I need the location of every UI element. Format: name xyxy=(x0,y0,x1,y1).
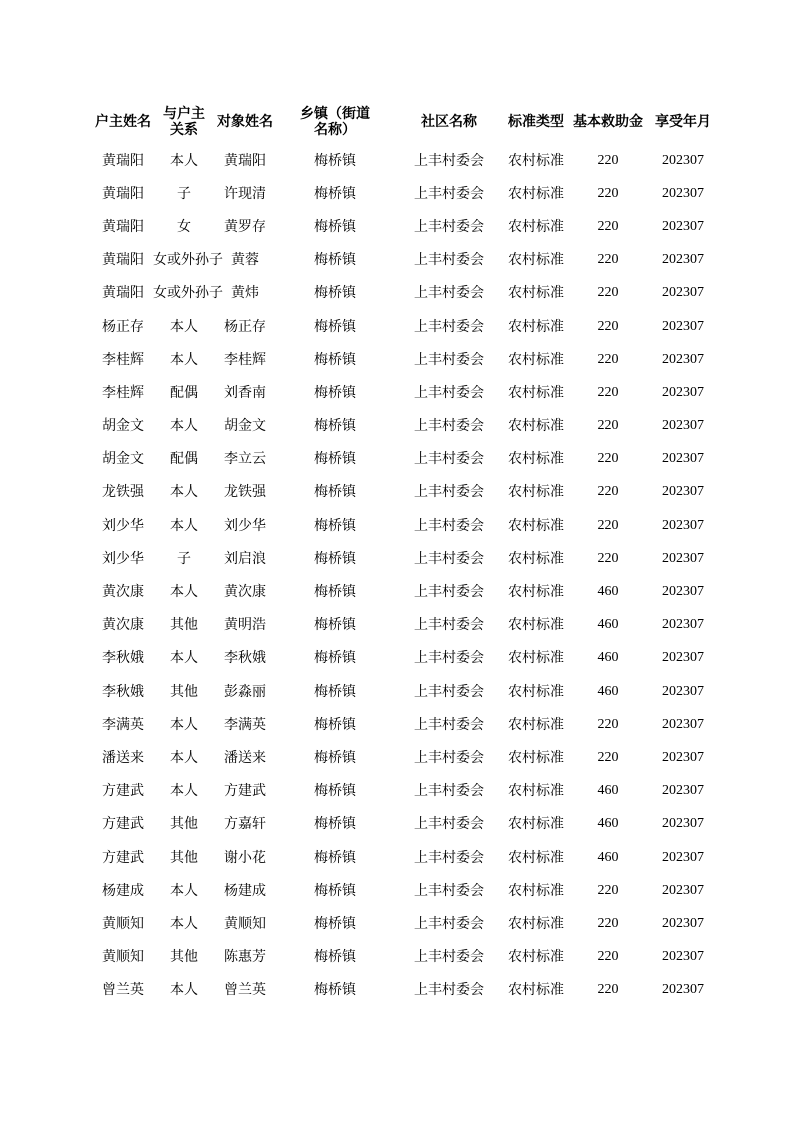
table-row xyxy=(93,343,719,376)
town-cell: 梅桥镇 xyxy=(314,418,356,435)
relationship-cell: 本人 xyxy=(170,716,198,733)
standard-type-cell: 农村标准 xyxy=(508,152,564,169)
householder-name-cell: 李秋娥 xyxy=(102,650,144,667)
town-cell: 梅桥镇 xyxy=(314,517,356,534)
relationship-cell: 其他 xyxy=(170,683,198,700)
recipient-name-cell: 刘启浪 xyxy=(224,550,266,567)
relationship-cell: 其他 xyxy=(170,617,198,634)
householder-name-cell: 李满英 xyxy=(102,716,144,733)
householder-name-cell: 黄顺知 xyxy=(102,949,144,966)
recipient-name-cell: 刘香南 xyxy=(224,384,266,401)
table-row xyxy=(93,609,719,642)
header-recipient-name: 对象姓名 xyxy=(217,114,273,130)
relationship-cell: 本人 xyxy=(170,318,198,335)
table-row xyxy=(93,907,719,940)
benefit-month-cell: 202307 xyxy=(662,451,704,467)
standard-type-cell: 农村标准 xyxy=(508,617,564,634)
assistance-roster-table xyxy=(93,100,719,1007)
standard-type-cell: 农村标准 xyxy=(508,218,564,235)
basic-allowance-cell: 220 xyxy=(597,982,619,998)
standard-type-cell: 农村标准 xyxy=(508,882,564,899)
basic-allowance-cell: 460 xyxy=(597,617,619,633)
standard-type-cell: 农村标准 xyxy=(508,783,564,800)
householder-name-cell: 杨建成 xyxy=(102,882,144,899)
community-cell: 上丰村委会 xyxy=(414,882,484,899)
relationship-cell: 本人 xyxy=(170,484,198,501)
standard-type-cell: 农村标准 xyxy=(508,749,564,766)
standard-type-cell: 农村标准 xyxy=(508,517,564,534)
benefit-month-cell: 202307 xyxy=(662,749,704,765)
town-cell: 梅桥镇 xyxy=(314,318,356,335)
benefit-month-cell: 202307 xyxy=(662,584,704,600)
standard-type-cell: 农村标准 xyxy=(508,351,564,368)
community-cell: 上丰村委会 xyxy=(414,584,484,601)
community-cell: 上丰村委会 xyxy=(414,351,484,368)
standard-type-cell: 农村标准 xyxy=(508,418,564,435)
recipient-name-cell: 刘少华 xyxy=(224,517,266,534)
table-row xyxy=(93,210,719,243)
table-row xyxy=(93,642,719,675)
householder-name-cell: 潘送来 xyxy=(102,749,144,766)
basic-allowance-cell: 220 xyxy=(597,218,619,234)
standard-type-cell: 农村标准 xyxy=(508,484,564,501)
town-cell: 梅桥镇 xyxy=(314,451,356,468)
recipient-name-cell: 黄明浩 xyxy=(224,617,266,634)
basic-allowance-cell: 220 xyxy=(597,152,619,168)
basic-allowance-cell: 220 xyxy=(597,384,619,400)
relationship-cell: 本人 xyxy=(170,517,198,534)
benefit-month-cell: 202307 xyxy=(662,882,704,898)
basic-allowance-cell: 220 xyxy=(597,185,619,201)
town-cell: 梅桥镇 xyxy=(314,949,356,966)
header-householder-name: 户主姓名 xyxy=(95,114,151,130)
basic-allowance-cell: 220 xyxy=(597,949,619,965)
community-cell: 上丰村委会 xyxy=(414,252,484,269)
table-row xyxy=(93,277,719,310)
benefit-month-cell: 202307 xyxy=(662,915,704,931)
table-row xyxy=(93,509,719,542)
benefit-month-cell: 202307 xyxy=(662,351,704,367)
recipient-name-cell: 李秋娥 xyxy=(224,650,266,667)
town-cell: 梅桥镇 xyxy=(314,351,356,368)
basic-allowance-cell: 460 xyxy=(597,683,619,699)
standard-type-cell: 农村标准 xyxy=(508,683,564,700)
householder-name-cell: 方建武 xyxy=(102,816,144,833)
householder-name-cell: 方建武 xyxy=(102,849,144,866)
standard-type-cell: 农村标准 xyxy=(508,185,564,202)
header-basic-allowance: 基本救助金 xyxy=(573,114,643,130)
relationship-cell: 本人 xyxy=(170,584,198,601)
table-row xyxy=(93,841,719,874)
town-cell: 梅桥镇 xyxy=(314,218,356,235)
town-cell: 梅桥镇 xyxy=(314,716,356,733)
relationship-cell: 本人 xyxy=(170,783,198,800)
householder-name-cell: 黄瑞阳 xyxy=(102,252,144,269)
table-row xyxy=(93,244,719,277)
relationship-cell: 子 xyxy=(177,550,191,567)
relationship-cell: 女或外孙子 xyxy=(153,252,223,269)
standard-type-cell: 农村标准 xyxy=(508,584,564,601)
recipient-name-cell: 陈惠芳 xyxy=(224,949,266,966)
householder-name-cell: 龙铁强 xyxy=(102,484,144,501)
town-cell: 梅桥镇 xyxy=(314,152,356,169)
basic-allowance-cell: 220 xyxy=(597,252,619,268)
benefit-month-cell: 202307 xyxy=(662,185,704,201)
community-cell: 上丰村委会 xyxy=(414,749,484,766)
town-cell: 梅桥镇 xyxy=(314,915,356,932)
recipient-name-cell: 黄罗存 xyxy=(224,218,266,235)
householder-name-cell: 胡金文 xyxy=(102,451,144,468)
relationship-cell: 本人 xyxy=(170,982,198,999)
header-relationship: 与户主关系 xyxy=(163,106,205,138)
householder-name-cell: 李桂辉 xyxy=(102,384,144,401)
standard-type-cell: 农村标准 xyxy=(508,915,564,932)
table-row xyxy=(93,575,719,608)
householder-name-cell: 胡金文 xyxy=(102,418,144,435)
recipient-name-cell: 谢小花 xyxy=(224,849,266,866)
town-cell: 梅桥镇 xyxy=(314,252,356,269)
community-cell: 上丰村委会 xyxy=(414,418,484,435)
recipient-name-cell: 许现清 xyxy=(224,185,266,202)
relationship-cell: 本人 xyxy=(170,915,198,932)
recipient-name-cell: 胡金文 xyxy=(224,418,266,435)
householder-name-cell: 李桂辉 xyxy=(102,351,144,368)
community-cell: 上丰村委会 xyxy=(414,783,484,800)
standard-type-cell: 农村标准 xyxy=(508,252,564,269)
standard-type-cell: 农村标准 xyxy=(508,451,564,468)
recipient-name-cell: 杨正存 xyxy=(224,318,266,335)
benefit-month-cell: 202307 xyxy=(662,484,704,500)
basic-allowance-cell: 460 xyxy=(597,783,619,799)
community-cell: 上丰村委会 xyxy=(414,949,484,966)
town-cell: 梅桥镇 xyxy=(314,650,356,667)
community-cell: 上丰村委会 xyxy=(414,152,484,169)
table-row xyxy=(93,741,719,774)
standard-type-cell: 农村标准 xyxy=(508,285,564,302)
householder-name-cell: 杨正存 xyxy=(102,318,144,335)
benefit-month-cell: 202307 xyxy=(662,418,704,434)
community-cell: 上丰村委会 xyxy=(414,683,484,700)
recipient-name-cell: 曾兰英 xyxy=(224,982,266,999)
relationship-cell: 本人 xyxy=(170,152,198,169)
basic-allowance-cell: 220 xyxy=(597,749,619,765)
town-cell: 梅桥镇 xyxy=(314,982,356,999)
standard-type-cell: 农村标准 xyxy=(508,849,564,866)
town-cell: 梅桥镇 xyxy=(314,749,356,766)
recipient-name-cell: 潘送来 xyxy=(224,749,266,766)
town-cell: 梅桥镇 xyxy=(314,816,356,833)
householder-name-cell: 刘少华 xyxy=(102,550,144,567)
basic-allowance-cell: 220 xyxy=(597,451,619,467)
community-cell: 上丰村委会 xyxy=(414,982,484,999)
recipient-name-cell: 杨建成 xyxy=(224,882,266,899)
relationship-cell: 本人 xyxy=(170,418,198,435)
basic-allowance-cell: 220 xyxy=(597,285,619,301)
relationship-cell: 配偶 xyxy=(170,384,198,401)
table-row xyxy=(93,542,719,575)
relationship-cell: 本人 xyxy=(170,882,198,899)
recipient-name-cell: 黄次康 xyxy=(224,584,266,601)
town-cell: 梅桥镇 xyxy=(314,384,356,401)
table-row xyxy=(93,476,719,509)
table-row xyxy=(93,874,719,907)
householder-name-cell: 黄瑞阳 xyxy=(102,185,144,202)
householder-name-cell: 方建武 xyxy=(102,783,144,800)
community-cell: 上丰村委会 xyxy=(414,915,484,932)
recipient-name-cell: 黄瑞阳 xyxy=(224,152,266,169)
relationship-cell: 本人 xyxy=(170,650,198,667)
benefit-month-cell: 202307 xyxy=(662,550,704,566)
benefit-month-cell: 202307 xyxy=(662,783,704,799)
householder-name-cell: 黄次康 xyxy=(102,617,144,634)
relationship-cell: 子 xyxy=(177,185,191,202)
householder-name-cell: 黄瑞阳 xyxy=(102,218,144,235)
town-cell: 梅桥镇 xyxy=(314,882,356,899)
table-body xyxy=(93,144,719,1007)
table-row xyxy=(93,941,719,974)
community-cell: 上丰村委会 xyxy=(414,617,484,634)
header-row xyxy=(93,100,719,144)
recipient-name-cell: 李桂辉 xyxy=(224,351,266,368)
table-row xyxy=(93,708,719,741)
town-cell: 梅桥镇 xyxy=(314,484,356,501)
town-cell: 梅桥镇 xyxy=(314,783,356,800)
benefit-month-cell: 202307 xyxy=(662,517,704,533)
town-cell: 梅桥镇 xyxy=(314,683,356,700)
community-cell: 上丰村委会 xyxy=(414,384,484,401)
header-standard-type: 标准类型 xyxy=(508,114,564,130)
recipient-name-cell: 黄炜 xyxy=(231,285,259,302)
householder-name-cell: 黄瑞阳 xyxy=(102,152,144,169)
standard-type-cell: 农村标准 xyxy=(508,384,564,401)
relationship-cell: 女 xyxy=(177,218,191,235)
recipient-name-cell: 方嘉轩 xyxy=(224,816,266,833)
community-cell: 上丰村委会 xyxy=(414,185,484,202)
standard-type-cell: 农村标准 xyxy=(508,550,564,567)
benefit-month-cell: 202307 xyxy=(662,252,704,268)
benefit-month-cell: 202307 xyxy=(662,285,704,301)
table-row xyxy=(93,808,719,841)
table-row xyxy=(93,144,719,177)
basic-allowance-cell: 220 xyxy=(597,418,619,434)
householder-name-cell: 曾兰英 xyxy=(102,982,144,999)
relationship-cell: 本人 xyxy=(170,749,198,766)
community-cell: 上丰村委会 xyxy=(414,716,484,733)
town-cell: 梅桥镇 xyxy=(314,849,356,866)
town-cell: 梅桥镇 xyxy=(314,617,356,634)
recipient-name-cell: 龙铁强 xyxy=(224,484,266,501)
relationship-cell: 本人 xyxy=(170,351,198,368)
basic-allowance-cell: 460 xyxy=(597,849,619,865)
householder-name-cell: 李秋娥 xyxy=(102,683,144,700)
basic-allowance-cell: 220 xyxy=(597,882,619,898)
community-cell: 上丰村委会 xyxy=(414,318,484,335)
basic-allowance-cell: 460 xyxy=(597,584,619,600)
standard-type-cell: 农村标准 xyxy=(508,982,564,999)
community-cell: 上丰村委会 xyxy=(414,218,484,235)
standard-type-cell: 农村标准 xyxy=(508,816,564,833)
table-row xyxy=(93,376,719,409)
benefit-month-cell: 202307 xyxy=(662,617,704,633)
table-header xyxy=(93,100,719,144)
relationship-cell: 其他 xyxy=(170,849,198,866)
table-row xyxy=(93,974,719,1007)
community-cell: 上丰村委会 xyxy=(414,849,484,866)
basic-allowance-cell: 220 xyxy=(597,517,619,533)
benefit-month-cell: 202307 xyxy=(662,318,704,334)
householder-name-cell: 黄瑞阳 xyxy=(102,285,144,302)
town-cell: 梅桥镇 xyxy=(314,584,356,601)
table-row xyxy=(93,410,719,443)
community-cell: 上丰村委会 xyxy=(414,451,484,468)
header-benefit-month: 享受年月 xyxy=(655,114,711,130)
town-cell: 梅桥镇 xyxy=(314,550,356,567)
basic-allowance-cell: 460 xyxy=(597,650,619,666)
relationship-cell: 配偶 xyxy=(170,451,198,468)
table-row xyxy=(93,775,719,808)
community-cell: 上丰村委会 xyxy=(414,816,484,833)
benefit-month-cell: 202307 xyxy=(662,816,704,832)
benefit-month-cell: 202307 xyxy=(662,849,704,865)
benefit-month-cell: 202307 xyxy=(662,982,704,998)
standard-type-cell: 农村标准 xyxy=(508,949,564,966)
standard-type-cell: 农村标准 xyxy=(508,650,564,667)
recipient-name-cell: 彭淼丽 xyxy=(224,683,266,700)
recipient-name-cell: 李满英 xyxy=(224,716,266,733)
table-row xyxy=(93,310,719,343)
householder-name-cell: 黄顺知 xyxy=(102,915,144,932)
basic-allowance-cell: 220 xyxy=(597,318,619,334)
benefit-month-cell: 202307 xyxy=(662,384,704,400)
recipient-name-cell: 黄顺知 xyxy=(224,915,266,932)
relationship-cell: 其他 xyxy=(170,949,198,966)
table-row xyxy=(93,675,719,708)
header-community: 社区名称 xyxy=(421,114,477,130)
community-cell: 上丰村委会 xyxy=(414,650,484,667)
community-cell: 上丰村委会 xyxy=(414,484,484,501)
householder-name-cell: 刘少华 xyxy=(102,517,144,534)
standard-type-cell: 农村标准 xyxy=(508,318,564,335)
benefit-month-cell: 202307 xyxy=(662,683,704,699)
header-town: 乡镇（街道名称） xyxy=(300,106,370,138)
town-cell: 梅桥镇 xyxy=(314,185,356,202)
town-cell: 梅桥镇 xyxy=(314,285,356,302)
basic-allowance-cell: 220 xyxy=(597,351,619,367)
benefit-month-cell: 202307 xyxy=(662,949,704,965)
basic-allowance-cell: 220 xyxy=(597,716,619,732)
benefit-month-cell: 202307 xyxy=(662,650,704,666)
basic-allowance-cell: 220 xyxy=(597,915,619,931)
relationship-cell: 女或外孙子 xyxy=(153,285,223,302)
benefit-month-cell: 202307 xyxy=(662,716,704,732)
benefit-month-cell: 202307 xyxy=(662,152,704,168)
standard-type-cell: 农村标准 xyxy=(508,716,564,733)
community-cell: 上丰村委会 xyxy=(414,517,484,534)
table-row xyxy=(93,177,719,210)
basic-allowance-cell: 220 xyxy=(597,484,619,500)
recipient-name-cell: 方建武 xyxy=(224,783,266,800)
basic-allowance-cell: 460 xyxy=(597,816,619,832)
recipient-name-cell: 李立云 xyxy=(224,451,266,468)
recipient-name-cell: 黄蓉 xyxy=(231,252,259,269)
community-cell: 上丰村委会 xyxy=(414,285,484,302)
basic-allowance-cell: 220 xyxy=(597,550,619,566)
relationship-cell: 其他 xyxy=(170,816,198,833)
householder-name-cell: 黄次康 xyxy=(102,584,144,601)
table-row xyxy=(93,443,719,476)
benefit-month-cell: 202307 xyxy=(662,218,704,234)
community-cell: 上丰村委会 xyxy=(414,550,484,567)
